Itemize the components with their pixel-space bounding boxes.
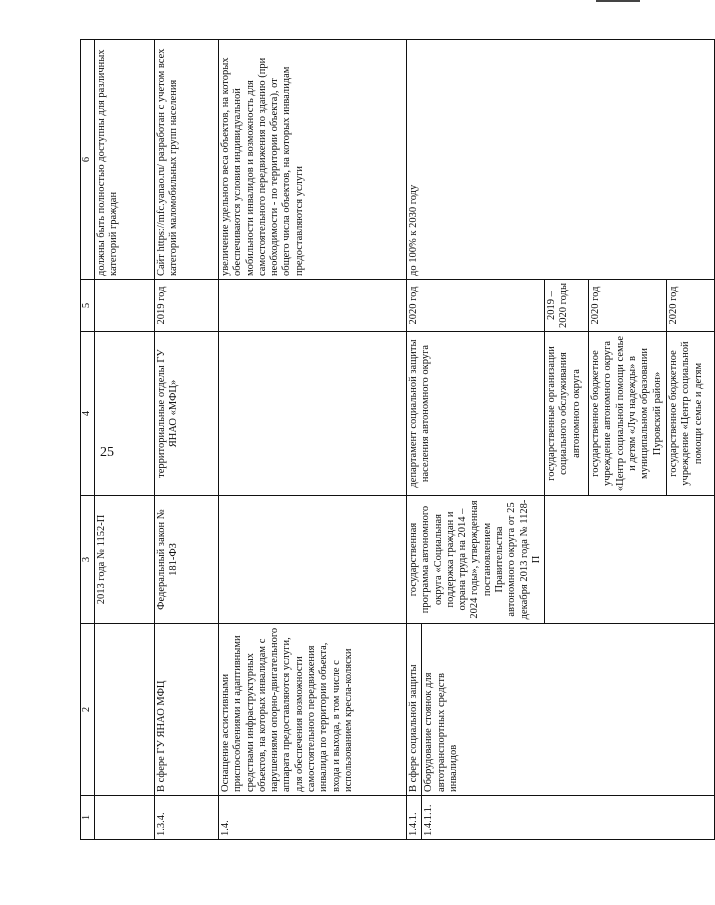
term-cell: 2019 – 2020 годы	[545, 280, 589, 332]
measure-cell	[95, 624, 155, 796]
executor-cell: территориальные отделы ГУ ЯНАО «МФЦ»	[155, 332, 219, 496]
basis-cell: 2013 года № 1152-П	[95, 496, 155, 624]
header-row	[81, 40, 95, 840]
result-cell: Сайт https://mfc.yanao.ru/ разработан с учетом всех категорий маломобильных групп населения	[155, 40, 219, 280]
row-number-cell: 1.3.4.	[155, 796, 219, 840]
term-cell	[95, 280, 155, 332]
term-cell: 2020 год	[407, 280, 545, 332]
page-number: 25	[100, 445, 114, 460]
executor-cell: государственное бюджетное учреждение «Центр социальной помощи семье и детям	[667, 332, 715, 496]
measures-table	[80, 39, 715, 840]
row-number-cell	[95, 796, 155, 840]
executor-cell: государственное бюджетное учреждение автономного округа «Центр социальной помощи семье и детям «Луч надежды» в муниципальном образовании Пуровский район»	[589, 332, 667, 496]
measure-cell: Оборудование стоянок для автотранспортных средств инвалидов	[422, 624, 715, 796]
measure-cell: Оснащение ассистивными приспособлениями и адаптивными средствами инфраструктурных объектов, на которых инвалидам с нарушениями опорно-двигательного аппарата предоставляются услуги, для обеспечения возможности самостоятельного передвижения инвалида по территории объекта, входа и выхода, в том числе с использованием кресла-коляски	[219, 624, 407, 796]
result-cell: до 100% к 2030 году	[407, 40, 715, 280]
term-cell: 2020 год	[589, 280, 667, 332]
basis-cell	[219, 496, 407, 624]
row-number-cell: 1.4.1.1.	[422, 796, 715, 840]
executor-cell: департамент социальной защиты населения автономного округа	[407, 332, 545, 496]
result-cell: должны быть полностью доступны для различных категорий граждан	[95, 40, 155, 280]
header-cell: 6	[81, 40, 95, 280]
header-cell: 2	[81, 624, 95, 796]
header-cell: 5	[81, 280, 95, 332]
executor-cell: государственные организации социального обслуживания автономного округа	[545, 332, 589, 496]
measure-cell: В сфере ГУ ЯНАО МФЦ	[155, 624, 219, 796]
term-cell: 2020 год	[667, 280, 715, 332]
table-row	[95, 40, 155, 840]
result-cell: увеличение удельного веса объектов, на которых обеспечиваются условия индивидуальной мобильности инвалидов и возможность для самостоятельного передвижения по зданию (при необходимости - по территории объекта), от общего числа объектов, на которых инвалидам предоставляются услуги	[219, 40, 407, 280]
table-row	[407, 40, 422, 840]
row-number-cell: 1.4.1.	[407, 796, 422, 840]
basis-cell: государственная программа автономного округа «Социальная поддержка граждан и охрана труда на 2014 – 2024 годы», утвержденная постановлением Правительства автономного округа от 25 декабря 2013 года № 1128-П	[407, 496, 545, 624]
basis-cell: Федеральный закон № 181-ФЗ	[155, 496, 219, 624]
header-cell: 3	[81, 496, 95, 624]
rotated-table-wrapper	[80, 40, 704, 840]
header-cell: 4	[81, 332, 95, 496]
top-edge-line	[596, 0, 640, 2]
term-cell	[219, 280, 407, 332]
executor-cell	[95, 332, 155, 496]
measure-cell: В сфере социальной защиты	[407, 624, 422, 796]
executor-cell	[219, 332, 407, 496]
row-number-cell: 1.4.	[219, 796, 407, 840]
term-cell: 2019 год	[155, 280, 219, 332]
basis-cell-empty	[545, 496, 715, 624]
table-row	[219, 40, 407, 840]
header-cell: 1	[81, 796, 95, 840]
table-row	[155, 40, 219, 840]
